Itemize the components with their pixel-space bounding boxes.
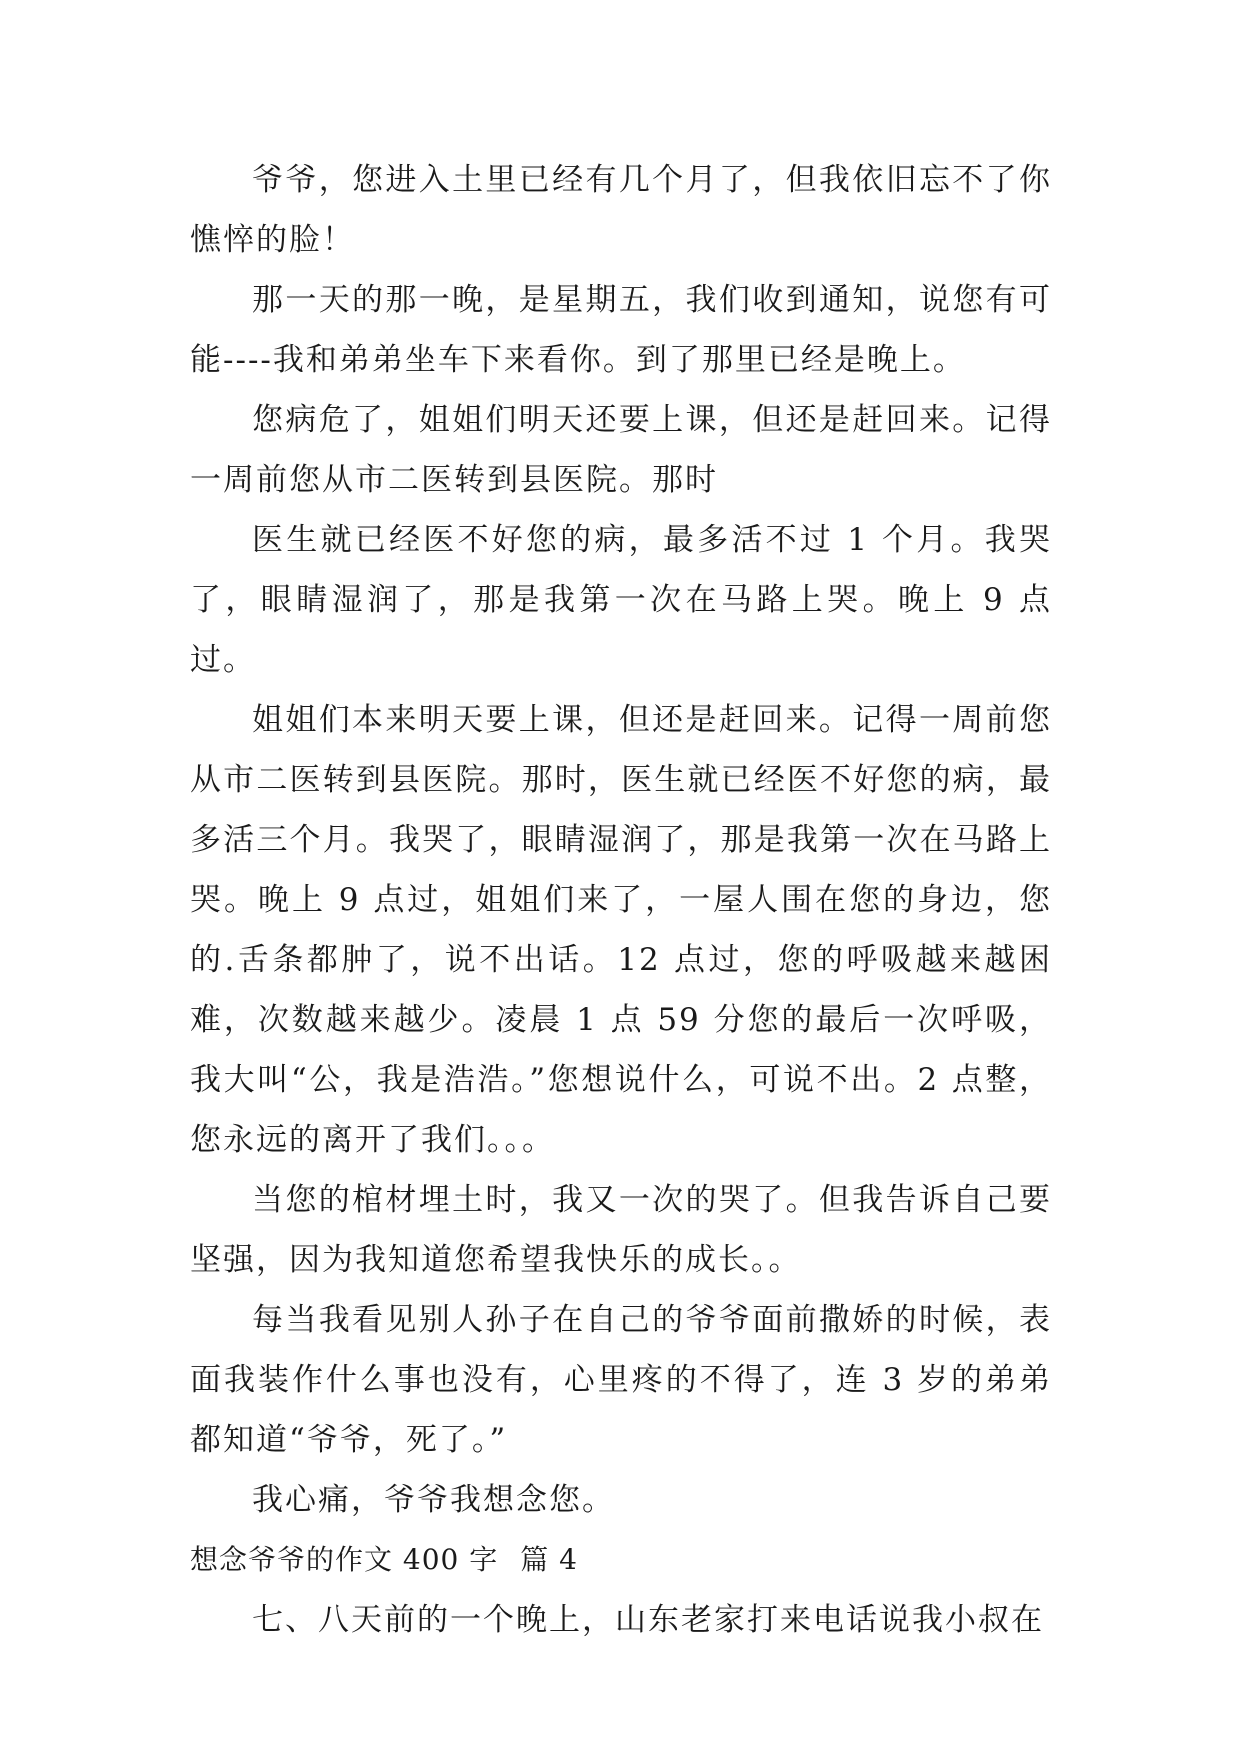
paragraph-4: 医生就已经医不好您的病，最多活不过 1 个月。我哭了，眼睛湿润了，那是我第一次在马路上哭。晚上 9 点过。: [190, 522, 1052, 678]
paragraph-1: 爷爷，您进入土里已经有几个月了，但我依旧忘不了你憔悴的脸！: [190, 162, 1052, 258]
paragraph-5: 姐姐们本来明天要上课，但还是赶回来。记得一周前您从市二医转到县医院。那时，医生就已经医不好您的病，最多活三个月。我哭了，眼睛湿润了，那是我第一次在马路上哭。晚上 9 点过，姐姐们来了，一屋人围在您的身边，您的.舌条都肿了，说不出话。12 点过，您的呼吸越来越困难，次数越来越少。凌晨 1 点 59 分您的最后一次呼吸，我大叫“公，我是浩浩。”您想说什么，可说不出。2 点整，您永远的离开了我们。。。: [190, 702, 1052, 1158]
paragraph-8: 我心痛，爷爷我想念您。: [252, 1482, 615, 1518]
paragraph-6: 当您的棺材埋土时，我又一次的哭了。但我告诉自己要坚强，因为我知道您希望我快乐的成长。。: [190, 1182, 1052, 1278]
paragraph-2: 那一天的那一晚，是星期五，我们收到通知，说您有可能----我和弟弟坐车下来看你。到了那里已经是晚上。: [190, 282, 1052, 378]
section-heading-title: 想念爷爷的作文 400 字: [190, 1543, 499, 1576]
section-heading-number: 篇 4: [520, 1543, 578, 1576]
paragraph-7: 每当我看见别人孙子在自己的爷爷面前撒娇的时候，表面我装作什么事也没有，心里疼的不得了，连 3 岁的弟弟都知道“爷爷，死了。”: [190, 1302, 1052, 1458]
section-heading: [190, 1530, 1052, 1590]
paragraph-9: 七、八天前的一个晚上，山东老家打来电话说我小叔在: [252, 1602, 1044, 1638]
paragraph-3: 您病危了，姐姐们明天还要上课，但还是赶回来。记得一周前您从市二医转到县医院。那时: [190, 402, 1052, 498]
document-body: [190, 150, 1052, 1650]
